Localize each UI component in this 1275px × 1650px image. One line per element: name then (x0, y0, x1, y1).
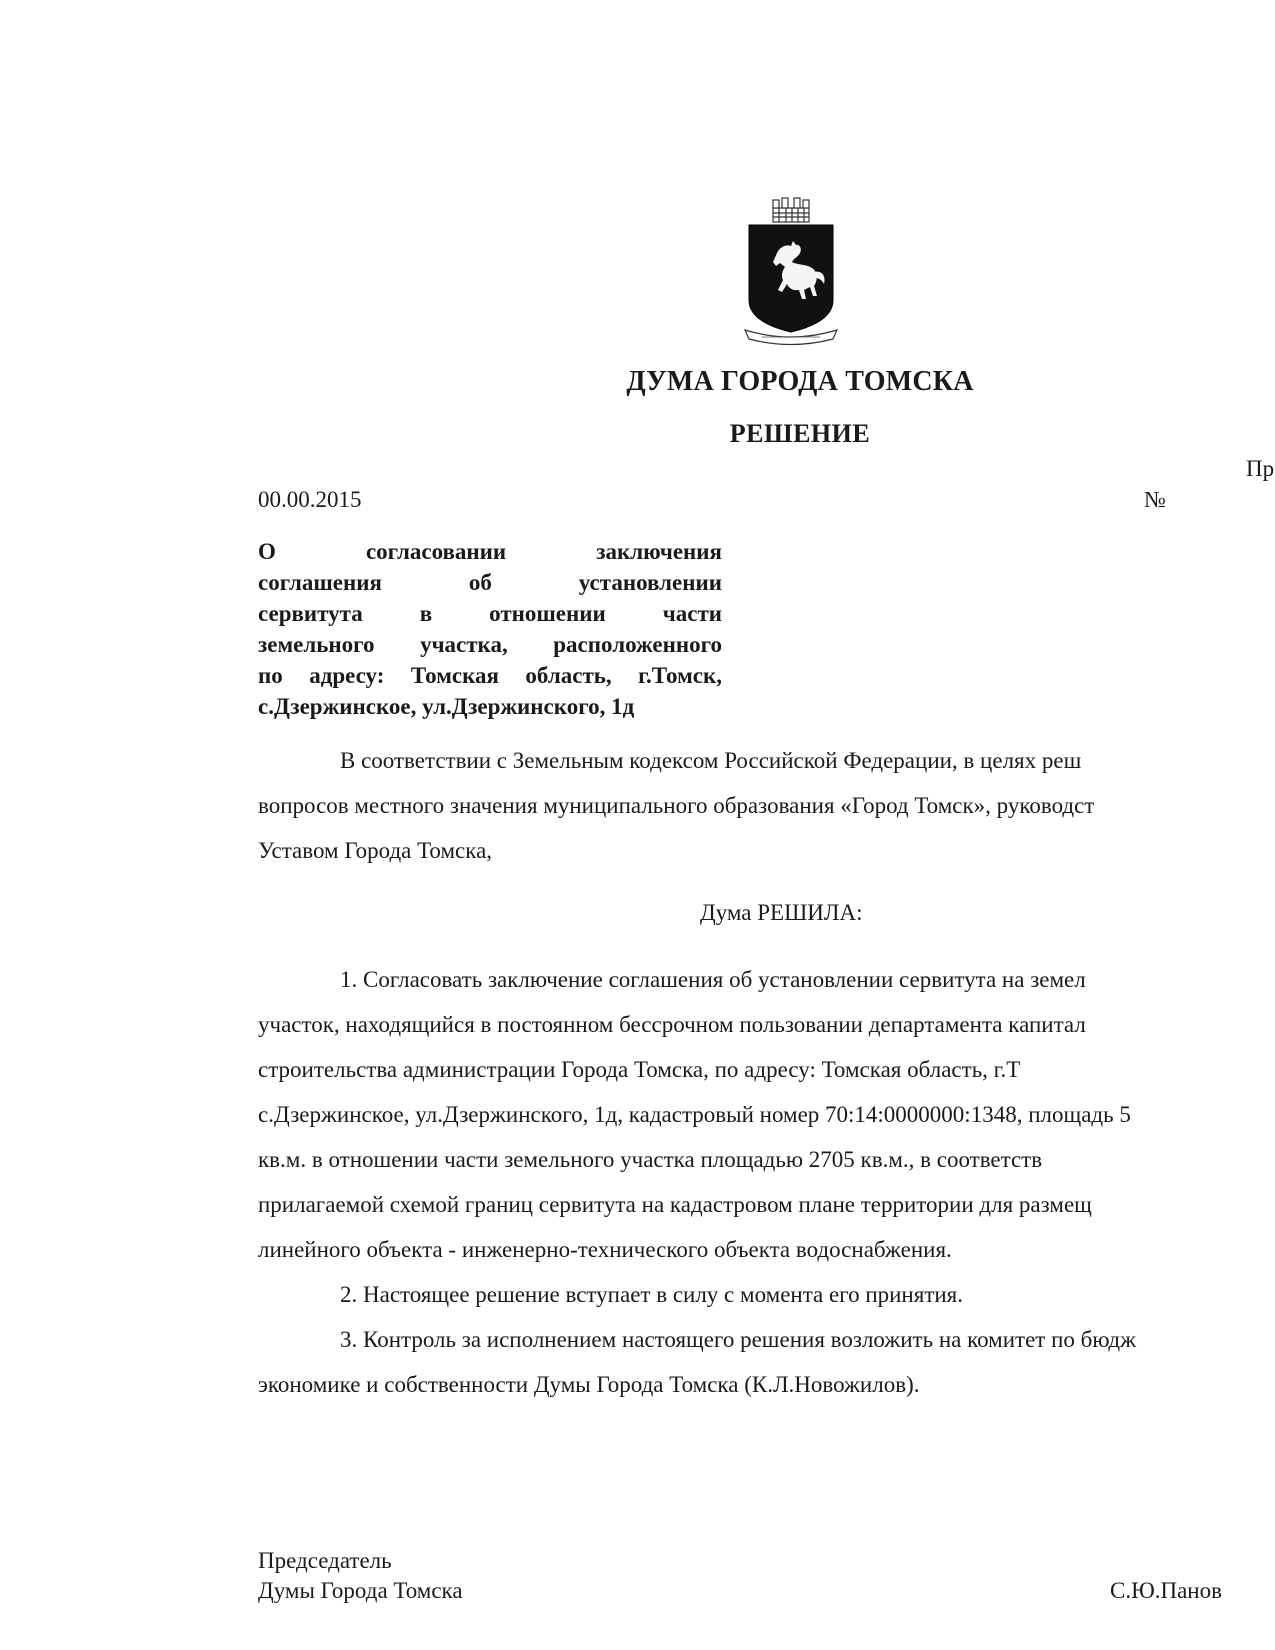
subject-line: с.Дзержинское, ул.Дзержинского, 1д (258, 694, 635, 719)
item1-line: строительства администрации Города Томска, по адресу: Томская область, г.Т (258, 1057, 1021, 1082)
item3-line: экономике и собственности Думы Города Томска (К.Л.Новожилов). (258, 1372, 920, 1397)
document-subject (258, 536, 722, 722)
tomsk-coat-of-arms-icon (742, 192, 840, 350)
document-type: РЕШЕНИЕ (729, 419, 871, 448)
document-number: № (1144, 487, 1166, 512)
subject-line: соглашения об установлении (258, 570, 722, 595)
coat-of-arms (742, 192, 840, 350)
subject-line: по адресу: Томская область, г.Томск, (258, 663, 722, 688)
organization-title: ДУМА ГОРОДА ТОМСКА (626, 366, 974, 397)
preamble-line: В соответствии с Земельным кодексом Российской Федерации, в целях реш (340, 748, 1082, 773)
preamble-line: вопросов местного значения муниципального образования «Город Томск», руководст (258, 793, 1095, 818)
subject-line: земельного участка, расположенного (258, 632, 722, 657)
signature-title: Думы Города Томска (258, 1578, 463, 1603)
signature-title: Председатель (258, 1548, 392, 1573)
corner-mark: Пр (1246, 456, 1275, 481)
item1-line: прилагаемой схемой границ сервитута на кадастровом плане территории для размещ (258, 1192, 1092, 1217)
item1-line: с.Дзержинское, ул.Дзержинского, 1д, кадастровый номер 70:14:0000000:1348, площадь 5 (258, 1102, 1131, 1127)
signature-name: С.Ю.Панов (1110, 1578, 1222, 1603)
decided-heading: Дума РЕШИЛА: (700, 900, 863, 925)
item1-line: кв.м. в отношении части земельного участка площадью 2705 кв.м., в соответств (258, 1147, 1043, 1172)
subject-line: О согласовании заключения (258, 539, 722, 564)
document-date: 00.00.2015 (258, 487, 362, 512)
preamble-line: Уставом Города Томска, (258, 838, 493, 863)
subject-line: сервитута в отношении части (258, 601, 722, 626)
item2-line: 2. Настоящее решение вступает в силу с момента его принятия. (340, 1282, 964, 1307)
item1-line: линейного объекта - инженерно-технического объекта водоснабжения. (258, 1237, 952, 1262)
item3-line: 3. Контроль за исполнением настоящего решения возложить на комитет по бюдж (340, 1327, 1136, 1352)
item1-line: 1. Согласовать заключение соглашения об установлении сервитута на земел (340, 967, 1086, 992)
item1-line: участок, находящийся в постоянном бессрочном пользовании департамента капитал (258, 1012, 1086, 1037)
